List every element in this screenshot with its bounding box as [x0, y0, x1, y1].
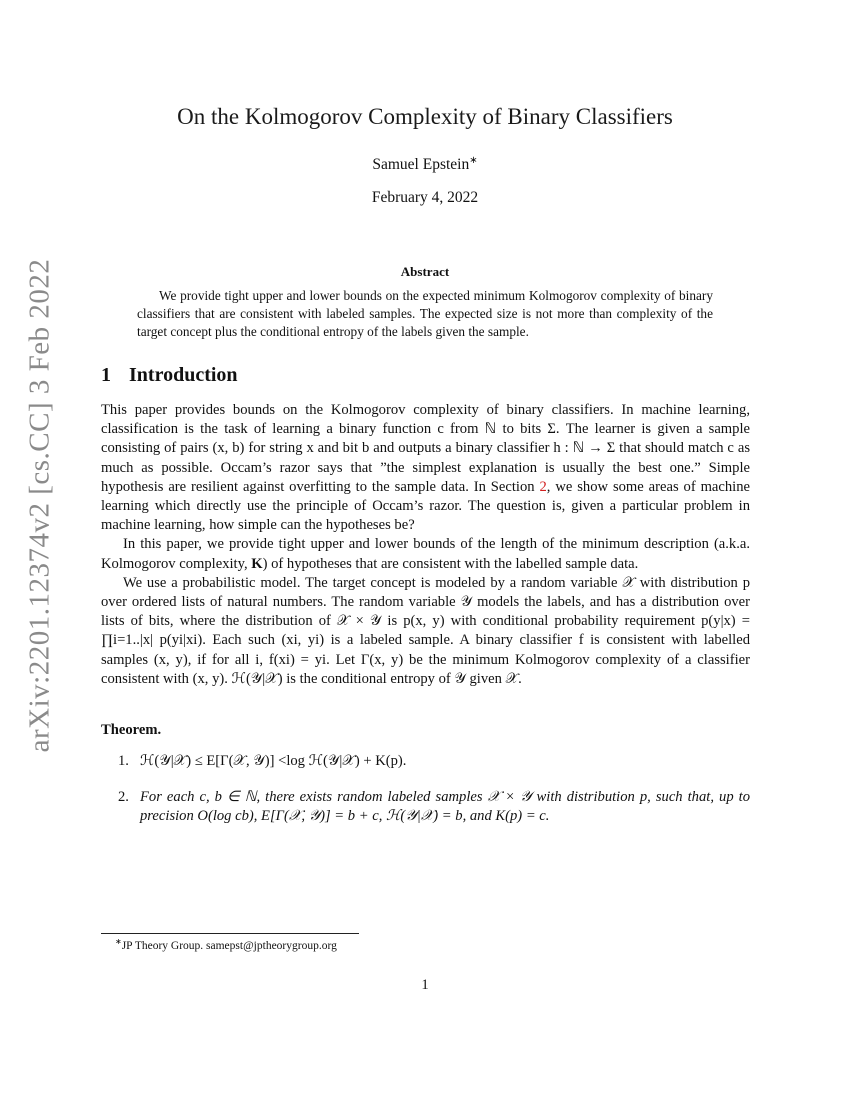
intro-p2-text-b: ) of hypotheses that are consistent with the labelled sample data. [262, 555, 639, 572]
intro-paragraph-1 [101, 401, 750, 535]
intro-paragraph-3: We use a probabilistic model. The target concept is modeled by a random variable 𝒳 with distribution p over ordered lists of natural numbers. The random variable 𝒴 models the labels, and has a distribution over lists of bits, where the distribution of 𝒳 × 𝒴 is p(x, y) with conditional probability requirement p(y|x) = ∏i=1..|x| p(yi|xi). Each such (xi, yi) is a labeled sample. A binary classifier f is consistent with labelled samples (x, y), if for all i, f(xi) = yi. Let Γ(x, y) be the minimum Kolmogorov complexity of a classifier consistent with (x, y). ℋ(𝒴|𝒳) is the conditional entropy of 𝒴 given 𝒳. [101, 574, 750, 687]
footnote-rule [101, 933, 359, 934]
abstract-text: We provide tight upper and lower bounds on the expected minimum Kolmogorov complexity of binary classifiers that are consistent with labeled samples. The expected size is not more than complexity of the target concept plus the conditional entropy of the labels given the sample. [137, 288, 713, 339]
intro-p1-text-b: , we show some areas of machine learning which directly use the principle of Occam’s razor. The question is, given a particular problem in machine learning, how simple can the hypotheses be? [101, 478, 751, 534]
section-number: 1 [101, 364, 111, 386]
footnote-mark: ∗ [115, 937, 122, 946]
author-line [0, 155, 850, 174]
footnote-text: JP Theory Group. samepst@jptheorygroup.org [121, 939, 337, 952]
paper-date: February 4, 2022 [371, 189, 479, 206]
abstract-heading: Abstract [400, 264, 450, 279]
theorem-item [101, 788, 750, 827]
arxiv-id: arXiv:2201.12374v2 [cs.CC] 3 Feb 2022 [23, 258, 56, 752]
theorem-item-number: 2. [118, 788, 129, 805]
intro-p2-text-a: In this paper, we provide tight upper and lower bounds of the length of the minimum description (a.k.a. Kolmogorov complexity, [101, 536, 750, 572]
theorem-item [101, 752, 750, 772]
theorem-item-text: ℋ(𝒴|𝒳) ≤ E[Γ(𝒳, 𝒴)] <log ℋ(𝒴|𝒳) + K(p). [140, 753, 407, 769]
theorem-item-text: For each c, b ∈ ℕ, there exists random labeled samples 𝒳 × 𝒴 with distribution p, such that, up to precision O(log cb), E[Γ(𝒳, 𝒴)] = b + c, ℋ(𝒴|𝒳) = b, and K(p) = c. [140, 788, 750, 824]
section-ref-link[interactable]: 2 [539, 478, 547, 495]
intro-p1-text-a: This paper provides bounds on the Kolmogorov complexity of binary classifiers. In machine learning, classification is the task of learning a binary function c from ℕ to bits Σ. The learner is given a sample consisting of pairs (x, b) for string x and bit b and outputs a binary classifier h : ℕ → Σ that should match c as much as possible. Occam’s razor says that ”the simplest explanation is usually the best one.” Simple hypothesis are resilient against overfitting to the sample data. In Section [101, 402, 750, 495]
kolmogorov-symbol: K [251, 555, 263, 572]
theorem-list [101, 752, 750, 843]
author-footnote-mark[interactable]: ∗ [469, 155, 478, 166]
section-title: Introduction [129, 364, 238, 386]
introduction-body [101, 401, 750, 689]
page-number: 1 [421, 977, 429, 993]
arxiv-stamp [14, 260, 66, 750]
footnote [115, 937, 337, 952]
intro-paragraph-2 [101, 535, 750, 573]
section-heading [101, 364, 238, 387]
paper-title: On the Kolmogorov Complexity of Binary Classifiers [177, 104, 673, 129]
theorem-item-number: 1. [118, 753, 129, 769]
author-name: Samuel Epstein [372, 156, 470, 174]
theorem-heading: Theorem. [101, 722, 162, 738]
